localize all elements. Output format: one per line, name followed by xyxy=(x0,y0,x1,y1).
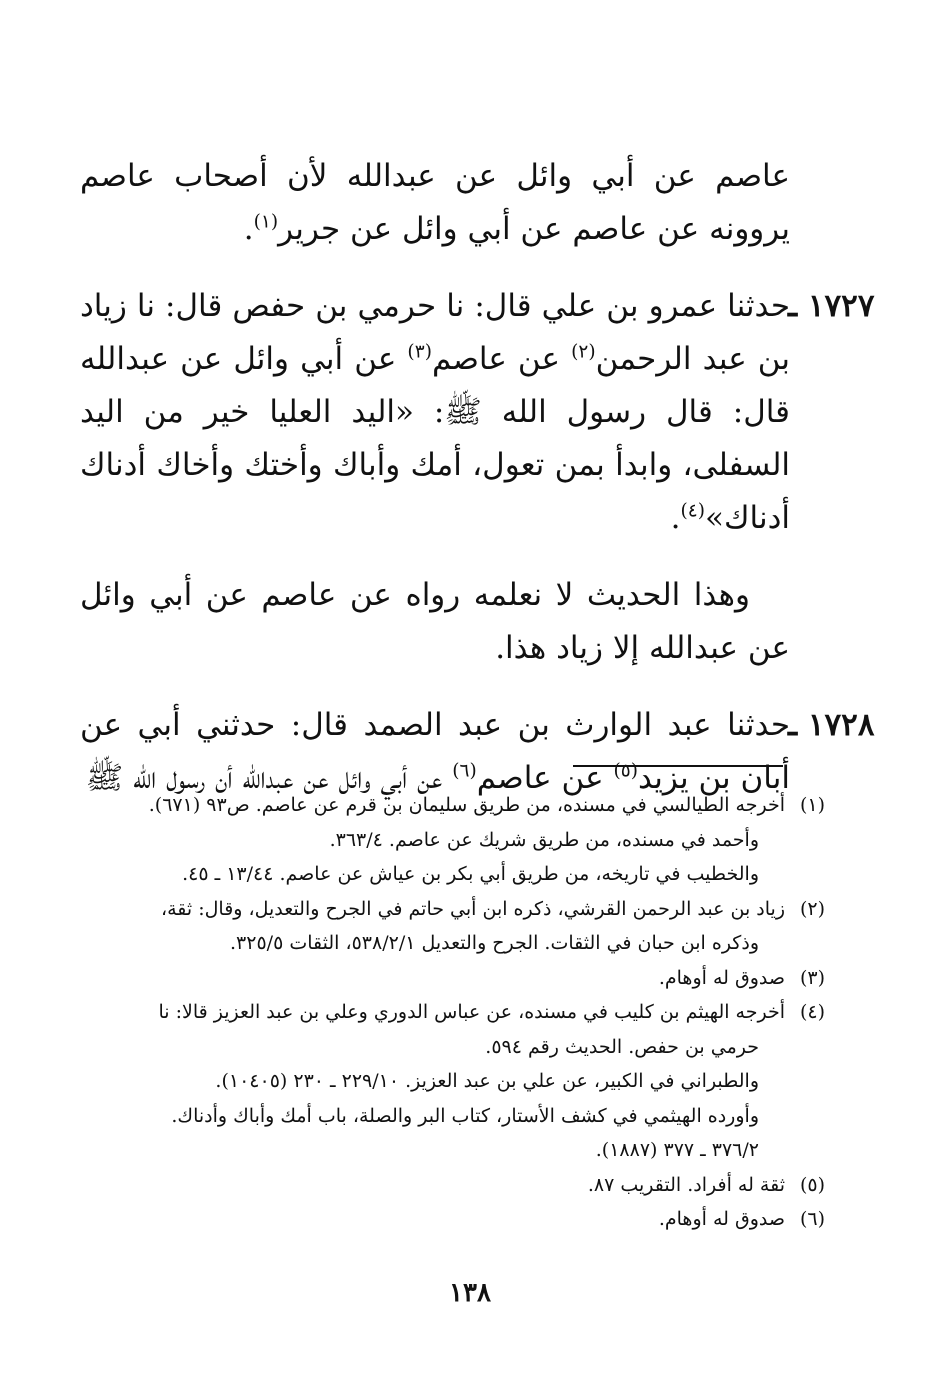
paragraph-line: عاصم عن أبي وائل عن عبدالله لأن أصحاب عاصم يروونه عن xyxy=(80,158,790,247)
footnote-mark: (٦) xyxy=(799,1208,825,1230)
commentary-paragraph: وهذا الحديث لا نعلمه رواه عن عاصم عن أبي وائل عن عبدالله إلا زياد هذا. xyxy=(80,577,790,666)
main-text xyxy=(80,150,875,829)
hadith-text: عن عاصم xyxy=(476,760,614,796)
hadith-text: عن عاصم xyxy=(431,341,572,377)
hadith-text: حدثنا عبد الوارث بن عبد الصمد قال: حدثني أبي عن أبان بن يزيد xyxy=(80,707,790,796)
paragraph-line: عاصم عن أبي وائل عن جرير xyxy=(278,211,648,247)
footnote-ref: (٢) xyxy=(571,341,596,363)
footnote-line: زياد بن عبد الرحمن القرشي، ذكره ابن أبي حاتم في الجرح والتعديل، وقال: ثقة، xyxy=(160,897,785,920)
footnote-mark: (١) xyxy=(799,794,825,816)
paragraph-continuation xyxy=(80,150,790,256)
footnote-line: وأورده الهيثمي في كشف الأستار، كتاب البر والصلة، باب أمك وأباك وأدناك. xyxy=(171,1104,759,1127)
hadith-text: حدثنا عمرو بن علي قال: نا حرمي بن حفص قال: نا زياد بن عبد الرحمن xyxy=(80,288,790,377)
hadith-text: عن أبي وائل عن عبدالله أن رسول الله ﷺ xyxy=(85,760,453,796)
hadith-1727 xyxy=(80,280,875,545)
footnote-ref: (٦) xyxy=(452,760,477,782)
footnote-mark: (٢) xyxy=(799,897,825,920)
footnote-line: صدوق له أوهام. xyxy=(658,966,785,989)
footnote-line: صدوق له أوهام. xyxy=(658,1208,785,1230)
footnote-ref: (٥) xyxy=(613,760,638,782)
footnote xyxy=(80,788,825,892)
footnote-line: والخطيب في تاريخه، من طريق أبي بكر بن عياش عن عاصم. ١٣/٤٤ ـ ٤٥. xyxy=(182,863,759,885)
footnote-ref: (١) xyxy=(253,211,279,233)
page-number: ١٣٨ xyxy=(449,1278,491,1308)
hadith-text: عن أبي وائل عن عبدالله قال: قال رسول الله ﷺ: «اليد العليا خير من اليد السفلى، وابدأ بمن تعول، أمك وأباك وأختك وأخاك أدناك أدناك» xyxy=(80,341,790,536)
period: . xyxy=(243,211,254,247)
footnote-line: وذكره ابن حبان في الثقات. الجرح والتعديل ٥٣٨/٢/١، الثقات ٣٢٥/٥. xyxy=(230,932,759,954)
footnote-line: ٣٧٦/٢ ـ ٣٧٧ (١٨٨٧). xyxy=(595,1139,759,1161)
footnote-mark: (٣) xyxy=(799,966,825,989)
footnotes xyxy=(80,788,825,1237)
footnote-mark: (٥) xyxy=(799,1173,825,1196)
footnote-ref: (٣) xyxy=(407,341,432,363)
footnote xyxy=(80,961,825,996)
footnote xyxy=(80,995,825,1168)
footnote-line: حرمي بن حفص. الحديث رقم ٥٩٤. xyxy=(485,1035,759,1058)
footnote xyxy=(80,892,825,961)
hadith-number: ١٧٢٨ ـ xyxy=(788,707,875,743)
footnote-divider xyxy=(573,765,783,767)
footnote-line: والطبراني في الكبير، عن علي بن عبد العزيز. ٢٢٩/١٠ ـ ٢٣٠ (١٠٤٠٥). xyxy=(215,1070,759,1092)
footnote-line: أخرجه الهيثم بن كليب في مسنده، عن عباس الدوري وعلي بن عبد العزيز قالا: نا xyxy=(158,1001,785,1023)
hadith-number: ١٧٢٧ ـ xyxy=(788,288,875,324)
footnote-line: ثقة له أفراد. التقريب ٨٧. xyxy=(587,1173,785,1196)
footnote-line: أخرجه الطيالسي في مسنده، من طريق سليمان بن قرم عن عاصم. ص٩٣ (٦٧١). xyxy=(148,794,785,816)
footnote xyxy=(80,1202,825,1237)
footnote-ref: (٤) xyxy=(680,500,705,522)
footnote xyxy=(80,1168,825,1203)
period: . xyxy=(670,500,681,536)
footnote-line: وأحمد في مسنده، من طريق شريك عن عاصم. ٣٦٣/٤. xyxy=(329,828,759,851)
footnote-mark: (٤) xyxy=(799,1001,825,1023)
